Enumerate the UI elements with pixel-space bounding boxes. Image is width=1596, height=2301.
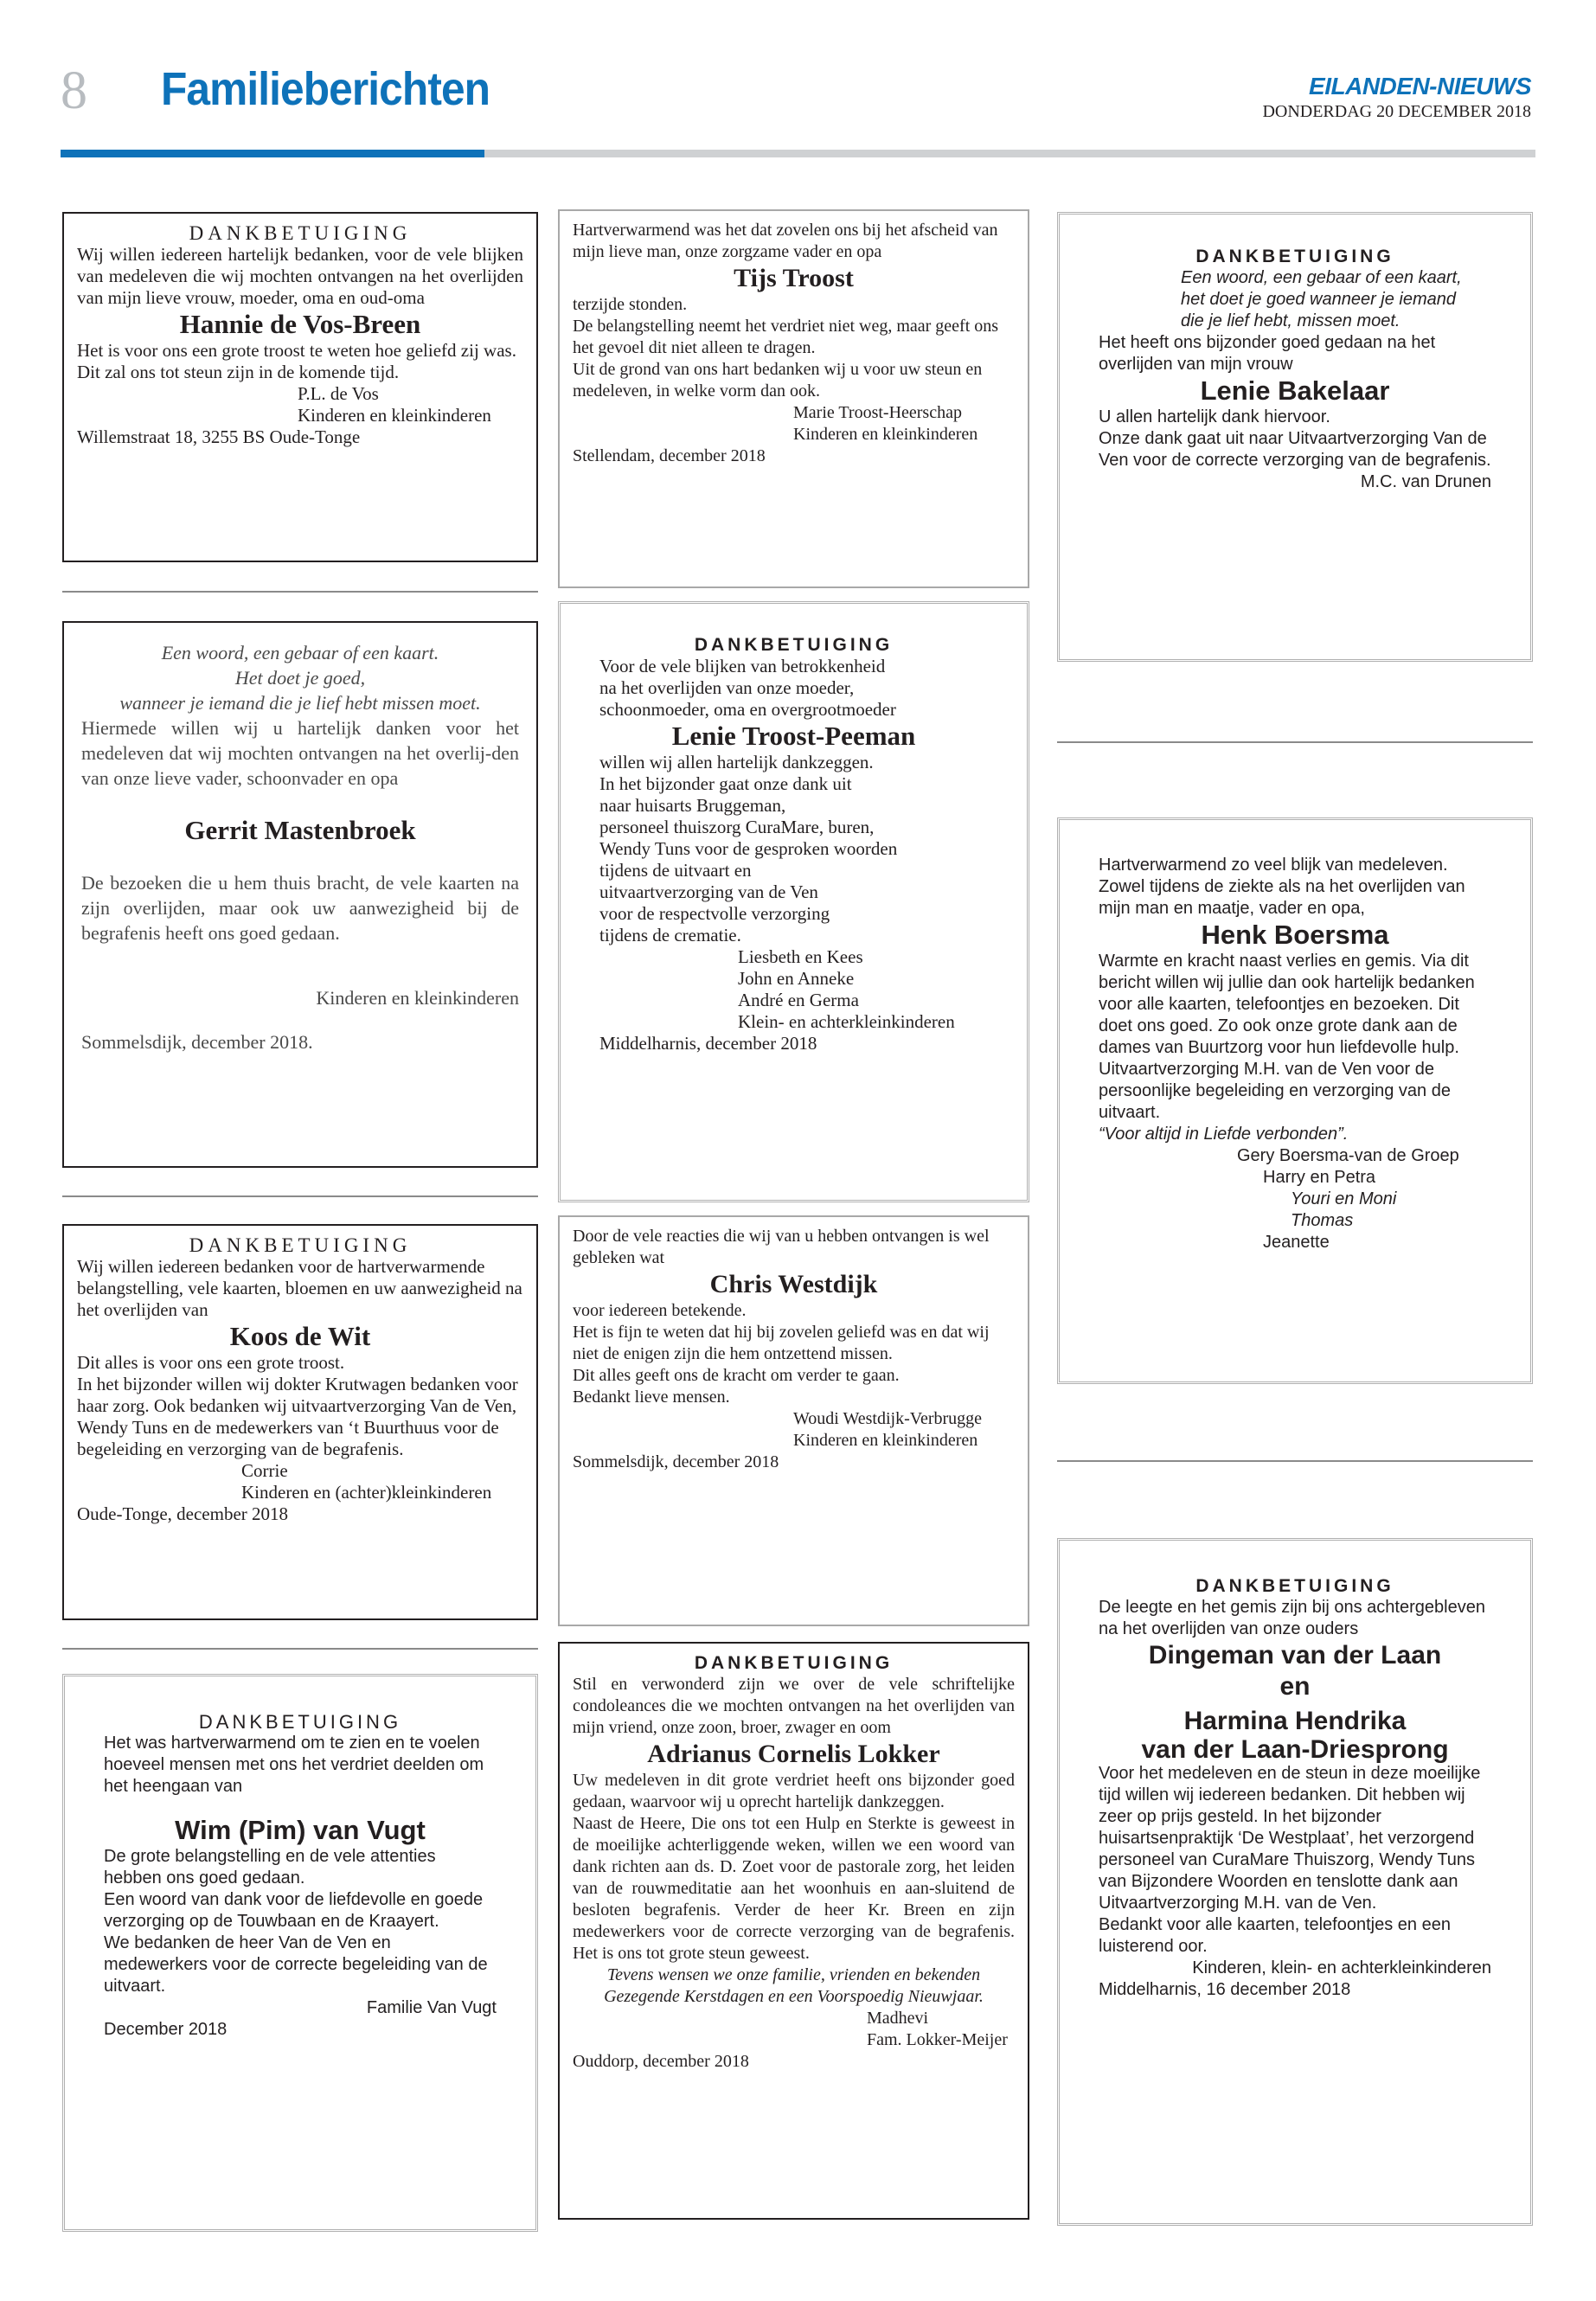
- issue-date: DONDERDAG 20 DECEMBER 2018: [1262, 102, 1531, 121]
- ad-intro: Het was hartverwarmend om te zien en te voelen hoeveel mensen met ons het verdriet deelden om het heengaan van: [104, 1734, 484, 1796]
- ad-text: In het bijzonder gaat onze dank uit: [599, 773, 852, 794]
- ad-intro: Hartverwarmend zo veel blijk van medeleven. Zowel tijdens de ziekte als na het overlijden van mijn man en maatje, vader en opa,: [1099, 856, 1465, 918]
- signature: M.C. van Drunen: [1360, 472, 1491, 491]
- ad-text: terzijde stonden.: [573, 295, 688, 314]
- deceased-name: Gerrit Mastenbroek: [184, 815, 416, 845]
- ad-text: Bedankt lieve mensen.: [573, 1388, 730, 1407]
- ad-text: In het bijzonder willen wij dokter Krutwagen bedanken voor haar zorg. Ook bedanken wij uitvaartverzorging Van de Ven, Wendy Tuns en de medewerkers van ‘t Buurthuus voor de begeleiding en verzorging van de begrafenis.: [77, 1374, 518, 1459]
- signature: Familie Van Vugt: [366, 1998, 497, 2017]
- ad-text: voor de respectvolle verzorging: [599, 903, 830, 924]
- signature: Klein- en achterkleinkinderen: [738, 1011, 955, 1032]
- quote-line: Een woord, een gebaar of een kaart,: [1181, 268, 1462, 287]
- separator: [62, 1195, 538, 1197]
- deceased-name: Harmina Hendrika: [1183, 1707, 1407, 1735]
- ad-heading: DANKBETUIGING: [694, 635, 894, 655]
- ad-footer: Middelharnis, december 2018: [599, 1033, 817, 1054]
- separator: [1057, 1460, 1533, 1462]
- header-rule-accent: [61, 150, 484, 157]
- signature: Kinderen, klein- en achterkleinkinderen: [1192, 1958, 1491, 1977]
- ad-intro: Hiermede willen wij u hartelijk danken voor het medeleven dat wij mochten ontvangen na het overlij-den van onze lieve vader, schoonvader en opa: [81, 717, 519, 789]
- ad-text: We bedanken de heer Van de Ven en medewerkers voor de correcte begeleiding van de uitvaart.: [104, 1933, 488, 1996]
- signature: Kinderen en kleinkinderen: [298, 405, 491, 426]
- ad-text: tijdens de uitvaart en: [599, 860, 752, 881]
- deceased-name: Hannie de Vos-Breen: [179, 309, 421, 339]
- ad-intro: Wij willen iedereen bedanken voor de hartverwarmende belangstelling, vele kaarten, bloemen en uw aanwezigheid na het overlijden van: [77, 1256, 522, 1320]
- quote-line: die je lief hebt, missen moet.: [1181, 311, 1401, 330]
- ad-text: Een woord van dank voor de liefdevolle en goede verzorging op de Touwbaan en de Kraayert.: [104, 1890, 484, 1931]
- ad-text: voor iedereen betekende.: [573, 1301, 747, 1320]
- ad-heading: DANKBETUIGING: [198, 1711, 402, 1733]
- deceased-name: Chris Westdijk: [709, 1270, 878, 1298]
- deceased-name: Lenie Troost-Peeman: [671, 721, 916, 751]
- signature: P.L. de Vos: [298, 383, 379, 404]
- signature: André en Germa: [738, 990, 859, 1010]
- ad-text: Het is fijn te weten dat hij bij zovelen geliefd was en dat wij niet de enigen zijn die hem ontzettend missen.: [573, 1323, 990, 1363]
- deceased-name: Wim (Pim) van Vugt: [175, 1815, 426, 1845]
- ad-text: Bedankt voor alle kaarten, telefoontjes en een luisterend oor.: [1099, 1915, 1451, 1956]
- quote-line: “Voor altijd in Liefde verbonden”.: [1099, 1125, 1349, 1144]
- ad-footer: Oude-Tonge, december 2018: [77, 1503, 289, 1524]
- signature: Madhevi: [867, 2009, 929, 2028]
- signature: Youri en Moni: [1291, 1189, 1397, 1208]
- signature: Corrie: [241, 1460, 288, 1481]
- signature: Kinderen en kleinkinderen: [793, 1431, 978, 1450]
- deceased-name: Lenie Bakelaar: [1200, 375, 1390, 406]
- ad-text: Naast de Heere, Die ons tot een Hulp en Sterkte is geweest in de moeilijke achterliggende weken, willen we een woord van dank richten aan ds. D. Zoet voor de pastorale zorg, het leiden van de rouwmeditatie aan het woonhuis en aan-sluitend de besloten begrafenis. Verder de heer Kr. Breen en zijn medewerkers voor de correcte verzorging van de begrafenis. Het is ons tot grote steun geweest.: [573, 1814, 1015, 1963]
- ad-heading: DANKBETUIGING: [1195, 1576, 1394, 1596]
- ad-text: uitvaartverzorging van de Ven: [599, 881, 818, 902]
- deceased-name: Dingeman van der Laan: [1148, 1641, 1442, 1670]
- ad-footer: Ouddorp, december 2018: [573, 2052, 749, 2071]
- ad-koos-de-wit: [62, 1224, 538, 1620]
- ad-henk-boersma: [1057, 817, 1533, 1384]
- page-number: 8: [61, 61, 87, 120]
- ad-lenie-bakelaar: [1057, 212, 1533, 662]
- deceased-name: Henk Boersma: [1201, 920, 1389, 950]
- ad-heading: DANKBETUIGING: [1195, 247, 1394, 266]
- ad-intro: Het heeft ons bijzonder goed gedaan na het overlijden van mijn vrouw: [1099, 333, 1436, 374]
- separator: [1057, 741, 1533, 743]
- ad-chris-westdijk: [558, 1215, 1029, 1626]
- ad-heading: DANKBETUIGING: [694, 1653, 894, 1673]
- ad-text: U allen hartelijk dank hiervoor.: [1099, 407, 1330, 426]
- quote-line: het doet je goed wanneer je iemand: [1181, 290, 1457, 309]
- ad-text: Warmte en kracht naast verlies en gemis. Via dit bericht willen wij jullie dan ook hartelijk bedanken voor alle kaarten, telefoontjes en bezoeken. Dit doet ons goed. Zo ook onze grote dank aan de dames van Buurtzorg voor hun liefdevolle hulp. Uitvaartverzorging M.H. van de Ven voor de persoonlijke begeleiding en verzorging van de uitvaart.: [1099, 952, 1475, 1122]
- ad-text: Wendy Tuns voor de gesproken woorden: [599, 838, 898, 859]
- ad-text: Het is voor ons een grote troost te weten hoe geliefd zij was.: [77, 340, 516, 361]
- quote-line: Het doet je goed,: [234, 667, 366, 689]
- ad-text: Onze dank gaat uit naar Uitvaartverzorging Van de Ven voor de correcte verzorging van de begrafenis.: [1099, 429, 1491, 470]
- wish-line: Tevens wensen we onze familie, vrienden en bekenden: [606, 1965, 981, 1984]
- ad-lenie-troost-peeman: [558, 601, 1029, 1202]
- ad-text: Dit zal ons tot steun zijn in de komende tijd.: [77, 362, 400, 382]
- ad-text: tijdens de crematie.: [599, 925, 741, 945]
- deceased-name: van der Laan-Driesprong: [1141, 1735, 1449, 1764]
- ad-hannie-de-vos-breen: [62, 212, 538, 562]
- quote-line: Een woord, een gebaar of een kaart.: [161, 642, 439, 663]
- ad-heading: DANKBETUIGING: [189, 1234, 412, 1256]
- ad-gerrit-mastenbroek: [62, 621, 538, 1168]
- signature: Jeanette: [1263, 1233, 1330, 1252]
- ad-footer: Stellendam, december 2018: [573, 446, 766, 465]
- signature: Kinderen en kleinkinderen: [793, 425, 978, 444]
- signature: Marie Troost-Heerschap: [793, 403, 962, 422]
- signature: Harry en Petra: [1263, 1168, 1376, 1187]
- ad-intro: De leegte en het gemis zijn bij ons achtergebleven na het overlijden van onze ouders: [1099, 1598, 1485, 1638]
- separator: [62, 1648, 538, 1650]
- ad-footer: Middelharnis, 16 december 2018: [1099, 1980, 1351, 1999]
- ad-tijs-troost: [558, 209, 1029, 588]
- ad-intro: Hartverwarmend was het dat zovelen ons bij het afscheid van mijn lieve man, onze zorgzame vader en opa: [573, 221, 998, 261]
- signature: Thomas: [1291, 1211, 1354, 1230]
- ad-adrianus-cornelis-lokker: [558, 1642, 1029, 2220]
- ad-intro: Door de vele reacties die wij van u hebben ontvangen is wel gebleken wat: [573, 1227, 990, 1267]
- signature: Liesbeth en Kees: [738, 946, 863, 967]
- ad-text: naar huisarts Bruggeman,: [599, 795, 786, 816]
- ad-footer: Willemstraat 18, 3255 BS Oude-Tonge: [77, 426, 361, 447]
- ad-intro: Voor de vele blijken van betrokkenheid: [599, 656, 886, 676]
- deceased-name: Adrianus Cornelis Lokker: [647, 1740, 940, 1768]
- quote-line: wanneer je iemand die je lief hebt missen moet.: [119, 692, 481, 714]
- ad-van-der-laan: [1057, 1538, 1533, 2226]
- ad-intro: Stil en verwonderd zijn we over de vele schriftelijke condoleances die we mochten ontvangen na het overlijden van mijn vriend, onze zoon, broer, zwager en oom: [573, 1675, 1015, 1737]
- separator: [62, 591, 538, 593]
- ad-text: De belangstelling neemt het verdriet niet weg, maar geeft ons het gevoel dit niet alleen te dragen.: [573, 317, 999, 357]
- signature: Gery Boersma-van de Groep: [1237, 1146, 1459, 1165]
- ad-intro: Wij willen iedereen hartelijk bedanken, voor de vele blijken van medeleven die wij mochten ontvangen na het overlijden van mijn lieve vrouw, moeder, oma en oud-oma: [77, 244, 523, 308]
- ad-wim-van-vugt: [62, 1674, 538, 2232]
- wish-line: Gezegende Kerstdagen en een Voorspoedig Nieuwjaar.: [604, 1987, 984, 2006]
- ad-footer: Sommelsdijk, december 2018: [573, 1452, 779, 1471]
- signature: Kinderen en (achter)kleinkinderen: [241, 1482, 492, 1503]
- ad-intro: na het overlijden van onze moeder,: [599, 677, 855, 698]
- ad-footer: Sommelsdijk, december 2018.: [81, 1031, 313, 1053]
- ad-text: Uit de grond van ons hart bedanken wij u voor uw steun en medeleven, in welke vorm dan ook.: [573, 360, 983, 401]
- signature: John en Anneke: [738, 968, 855, 989]
- ad-footer: December 2018: [104, 2020, 228, 2039]
- section-title: Familieberichten: [161, 63, 490, 115]
- signature: Kinderen en kleinkinderen: [316, 987, 519, 1009]
- conjunction: en: [1279, 1672, 1311, 1701]
- ad-intro: schoonmoeder, oma en overgrootmoeder: [599, 699, 896, 720]
- deceased-name: Koos de Wit: [229, 1321, 371, 1351]
- ad-text: Uw medeleven in dit grote verdriet heeft ons bijzonder goed gedaan, waarvoor wij u oprecht hartelijk dankzeggen.: [573, 1771, 1015, 1811]
- newspaper-brand: EILANDEN-NIEUWS: [1309, 73, 1531, 99]
- ad-text: personeel thuiszorg CuraMare, buren,: [599, 817, 875, 837]
- ad-text: willen wij allen hartelijk dankzeggen.: [599, 752, 874, 772]
- signature: Woudi Westdijk-Verbrugge: [793, 1409, 983, 1428]
- deceased-name: Tijs Troost: [734, 264, 854, 292]
- ad-text: Voor het medeleven en de steun in deze moeilijke tijd willen wij iedereen bedanken. Dit hebben wij zeer op prijs gesteld. In het bijzonder huisartsenpraktijk ‘De Westplaat’, het verzorgend personeel van CuraMare Thuiszorg, Wendy Tuns van Bijzondere Woorden en tenslotte dank aan Uitvaartverzorging M.H. van de Ven.: [1099, 1764, 1481, 1913]
- ad-text: Dit alles geeft ons de kracht om verder te gaan.: [573, 1366, 900, 1385]
- ad-text: De grote belangstelling en de vele attenties hebben ons goed gedaan.: [104, 1847, 436, 1888]
- ad-text: Dit alles is voor ons een grote troost.: [77, 1352, 345, 1373]
- ad-text: De bezoeken die u hem thuis bracht, de vele kaarten na zijn overlijden, maar ook uw aanwezigheid bij de begrafenis heeft ons goed gedaan.: [81, 872, 519, 944]
- signature: Fam. Lokker-Meijer: [867, 2030, 1008, 2049]
- ad-heading: DANKBETUIGING: [189, 222, 412, 244]
